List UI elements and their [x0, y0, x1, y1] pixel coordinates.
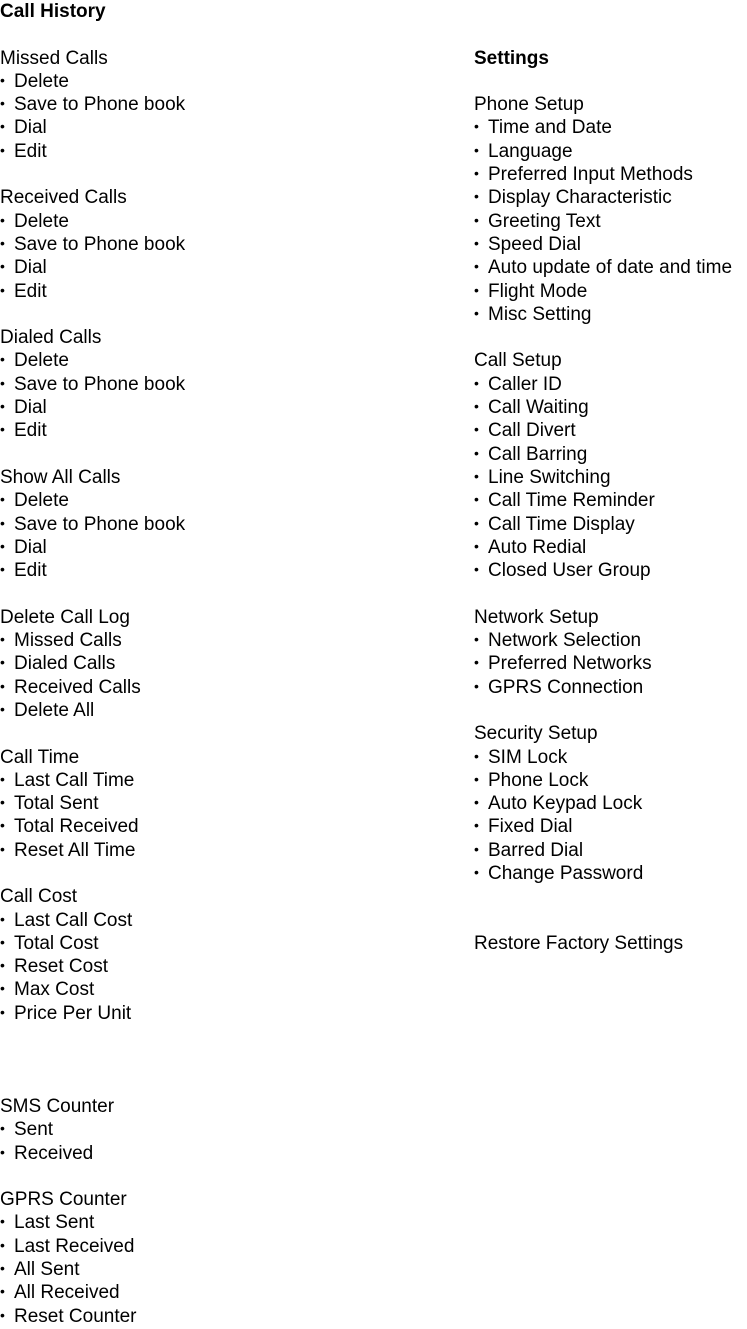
bullet-icon: [474, 676, 488, 700]
section-heading: Call Setup: [474, 350, 562, 372]
list-item: •Last Call Cost: [0, 909, 460, 932]
list-item: •Missed Calls: [0, 629, 460, 652]
list-item: •Change Password: [474, 862, 747, 885]
bullet-icon: [0, 815, 14, 839]
bullet-icon: [474, 280, 488, 304]
section-network-setup: [474, 606, 747, 699]
bullet-icon: [474, 163, 488, 187]
section-heading: Show All Calls: [0, 466, 121, 488]
list-item: •Misc Setting: [474, 303, 747, 326]
list-item: •Delete All: [0, 699, 460, 722]
section-heading: Network Setup: [474, 606, 599, 628]
list-item: •Language: [474, 140, 747, 163]
bullet-icon: [0, 699, 14, 723]
restore-factory-settings: Restore Factory Settings: [474, 932, 684, 954]
list-item: •Preferred Networks: [474, 652, 747, 675]
list-item: •Call Divert: [474, 419, 747, 442]
section-heading: GPRS Counter: [0, 1189, 127, 1211]
settings-title: Settings: [474, 47, 549, 69]
bullet-icon: [0, 489, 14, 513]
bullet-icon: [474, 396, 488, 420]
bullet-icon: [474, 419, 488, 443]
list-item: •Auto Redial: [474, 536, 747, 559]
list-item: •Edit: [0, 559, 460, 582]
bullet-icon: [474, 769, 488, 793]
bullet-icon: [0, 559, 14, 583]
section-gprs-counter: [0, 1188, 460, 1328]
bullet-icon: [0, 536, 14, 560]
bullet-icon: [474, 629, 488, 653]
list-item: •All Received: [0, 1281, 460, 1304]
section-heading: Call Cost: [0, 886, 78, 908]
bullet-icon: [0, 652, 14, 676]
list-item: •Preferred Input Methods: [474, 163, 747, 186]
bullet-icon: [0, 140, 14, 164]
section-sms-counter: [0, 1095, 460, 1165]
bullet-icon: [0, 909, 14, 933]
bullet-icon: [0, 93, 14, 117]
section-heading: Security Setup: [474, 723, 598, 745]
bullet-icon: [0, 1281, 14, 1305]
bullet-icon: [474, 792, 488, 816]
list-item: •Edit: [0, 140, 460, 163]
section-dialed-calls: [0, 326, 460, 442]
bullet-icon: [0, 1235, 14, 1259]
list-item: •Caller ID: [474, 373, 747, 396]
list-item: •Price Per Unit: [0, 1002, 460, 1025]
list-item: •Save to Phone book: [0, 233, 460, 256]
bullet-icon: [474, 839, 488, 863]
section-call-cost: [0, 885, 460, 1025]
list-item: •Last Received: [0, 1235, 460, 1258]
list-item: •Save to Phone book: [0, 93, 460, 116]
list-item: •Last Sent: [0, 1211, 460, 1234]
list-item: •Call Time Reminder: [474, 489, 747, 512]
list-item: •Fixed Dial: [474, 815, 747, 838]
list-item: •Dial: [0, 256, 460, 279]
bullet-icon: [474, 256, 488, 280]
section-heading: Delete Call Log: [0, 606, 130, 628]
bullet-icon: [0, 1002, 14, 1026]
list-item: •Closed User Group: [474, 559, 747, 582]
list-item: •Dial: [0, 116, 460, 139]
bullet-icon: [474, 443, 488, 467]
bullet-icon: [474, 559, 488, 583]
bullet-icon: [0, 349, 14, 373]
list-item: •Call Time Display: [474, 513, 747, 536]
bullet-icon: [474, 652, 488, 676]
section-phone-setup: [474, 93, 747, 326]
bullet-icon: [0, 513, 14, 537]
bullet-icon: [0, 70, 14, 94]
bullet-icon: [0, 769, 14, 793]
bullet-icon: [0, 1305, 14, 1329]
list-item: •Delete: [0, 349, 460, 372]
list-item: •Time and Date: [474, 116, 747, 139]
list-item: •Edit: [0, 280, 460, 303]
list-item: •Reset Cost: [0, 955, 460, 978]
section-heading: SMS Counter: [0, 1095, 115, 1117]
list-item: •Delete: [0, 210, 460, 233]
bullet-icon: [0, 1118, 14, 1142]
list-item: •Total Cost: [0, 932, 460, 955]
bullet-icon: [474, 536, 488, 560]
bullet-icon: [0, 280, 14, 304]
bullet-icon: [474, 862, 488, 886]
list-item: •Last Call Time: [0, 769, 460, 792]
list-item: •Total Received: [0, 815, 460, 838]
list-item: •SIM Lock: [474, 746, 747, 769]
bullet-icon: [474, 746, 488, 770]
section-missed-calls: [0, 47, 460, 163]
section-show-all-calls: [0, 466, 460, 582]
bullet-icon: [0, 373, 14, 397]
bullet-icon: [0, 233, 14, 257]
section-call-time: [0, 746, 460, 862]
bullet-icon: [474, 373, 488, 397]
list-item: •Save to Phone book: [0, 373, 460, 396]
list-item: •All Sent: [0, 1258, 460, 1281]
list-item: •Greeting Text: [474, 210, 747, 233]
list-item: •Edit: [0, 419, 460, 442]
section-received-calls: [0, 186, 460, 302]
bullet-icon: [0, 792, 14, 816]
bullet-icon: [0, 210, 14, 234]
bullet-icon: [0, 839, 14, 863]
list-item: •Delete: [0, 70, 460, 93]
bullet-icon: [474, 186, 488, 210]
bullet-icon: [0, 419, 14, 443]
bullet-icon: [474, 116, 488, 140]
list-item: •Dial: [0, 396, 460, 419]
settings-column: [474, 0, 747, 955]
bullet-icon: [0, 116, 14, 140]
section-heading: Call Time: [0, 746, 80, 768]
list-item: •Flight Mode: [474, 280, 747, 303]
bullet-icon: [474, 489, 488, 513]
list-item: •Auto update of date and time: [474, 256, 747, 279]
list-item: •Network Selection: [474, 629, 747, 652]
list-item: •Dial: [0, 536, 460, 559]
list-item: •Barred Dial: [474, 839, 747, 862]
list-item: •Delete: [0, 489, 460, 512]
list-item: •Phone Lock: [474, 769, 747, 792]
list-item: •Reset All Time: [0, 839, 460, 862]
bullet-icon: [0, 955, 14, 979]
section-heading: Missed Calls: [0, 47, 108, 69]
bullet-icon: [0, 1142, 14, 1166]
list-item: •Dialed Calls: [0, 652, 460, 675]
list-item: •Received: [0, 1142, 460, 1165]
list-item: •Save to Phone book: [0, 513, 460, 536]
bullet-icon: [0, 978, 14, 1002]
bullet-icon: [474, 513, 488, 537]
bullet-icon: [0, 676, 14, 700]
list-item: •Line Switching: [474, 466, 747, 489]
bullet-icon: [474, 140, 488, 164]
bullet-icon: [0, 396, 14, 420]
bullet-icon: [0, 932, 14, 956]
list-item: •Speed Dial: [474, 233, 747, 256]
section-heading: Phone Setup: [474, 94, 584, 116]
bullet-icon: [474, 210, 488, 234]
list-item: •Auto Keypad Lock: [474, 792, 747, 815]
bullet-icon: [474, 303, 488, 327]
list-item: •GPRS Connection: [474, 676, 747, 699]
section-heading: Received Calls: [0, 187, 127, 209]
bullet-icon: [0, 1211, 14, 1235]
list-item: •Call Waiting: [474, 396, 747, 419]
list-item: •Call Barring: [474, 443, 747, 466]
list-item: •Reset Counter: [0, 1305, 460, 1328]
section-heading: Dialed Calls: [0, 327, 102, 349]
bullet-icon: [0, 629, 14, 653]
list-item: •Sent: [0, 1118, 460, 1141]
list-item: •Received Calls: [0, 676, 460, 699]
section-call-setup: [474, 349, 747, 582]
call-history-title: Call History: [0, 1, 106, 22]
bullet-icon: [474, 233, 488, 257]
section-security-setup: [474, 722, 747, 885]
section-delete-call-log: [0, 606, 460, 722]
list-item: •Total Sent: [0, 792, 460, 815]
bullet-icon: [474, 466, 488, 490]
list-item: •Max Cost: [0, 978, 460, 1001]
bullet-icon: [0, 256, 14, 280]
bullet-icon: [474, 815, 488, 839]
list-item: •Display Characteristic: [474, 186, 747, 209]
bullet-icon: [0, 1258, 14, 1282]
